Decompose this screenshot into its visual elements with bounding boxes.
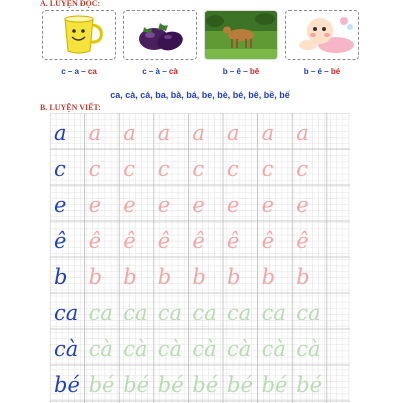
handwriting-grid <box>50 113 350 403</box>
trace-letter: ca <box>227 301 252 325</box>
word-result: bê <box>249 67 260 76</box>
model-letter: bé <box>54 373 80 397</box>
trace-letter: ê <box>296 229 309 253</box>
word-spelling: c – à – <box>142 67 169 76</box>
trace-letter: b <box>261 265 276 289</box>
model-letter: e <box>54 193 67 217</box>
trace-letter: c <box>261 157 274 181</box>
word-spelling: b – é – <box>303 67 331 76</box>
cup-icon <box>43 11 115 59</box>
trace-letter: cà <box>296 337 321 361</box>
trace-letter: ca <box>261 301 286 325</box>
word-result: cà <box>168 67 178 76</box>
trace-letter: cà <box>123 337 148 361</box>
trace-letter: b <box>192 265 206 289</box>
word-result: ca <box>87 67 97 76</box>
trace-letter: e <box>157 193 171 217</box>
trace-letter: a <box>227 121 240 145</box>
trace-letter: cà <box>261 337 286 361</box>
word-ca <box>42 67 116 76</box>
trace-letter: bé <box>296 373 323 397</box>
trace-letter: e <box>123 193 136 217</box>
trace-letter: ê <box>192 229 205 253</box>
model-letter: ca <box>54 301 79 325</box>
trace-letter: a <box>123 121 136 145</box>
trace-letter: c <box>296 157 308 181</box>
word-spelling: b – ê – <box>222 67 250 76</box>
trace-letter: bé <box>88 373 115 397</box>
trace-letter: bé <box>123 373 150 397</box>
trace-letter: ê <box>227 229 240 253</box>
trace-letter: ca <box>157 301 183 325</box>
trace-letter: a <box>296 121 309 145</box>
trace-letter: b <box>227 265 241 289</box>
calf-icon <box>205 11 277 59</box>
trace-letter: c <box>192 157 205 181</box>
trace-letter: b <box>296 265 310 289</box>
trace-letter: ca <box>296 301 321 325</box>
trace-letter: c <box>123 157 135 181</box>
model-letter: b <box>54 265 68 289</box>
model-letter: cà <box>54 337 79 361</box>
trace-letter: ê <box>123 229 136 253</box>
card-eggplant <box>123 10 197 60</box>
trace-letter: e <box>261 193 275 217</box>
trace-letter: bé <box>227 373 253 397</box>
baby-icon <box>286 11 358 59</box>
trace-letter: bé <box>192 373 219 397</box>
trace-letter: a <box>88 121 102 145</box>
section-b-title: B. LUYỆN VIẾT: <box>40 103 101 112</box>
trace-letter: e <box>88 193 102 217</box>
trace-letter: cà <box>192 337 217 361</box>
trace-letter: a <box>157 121 171 145</box>
section-a-title: A. LUYỆN ĐỌC: <box>40 0 101 8</box>
trace-letter: c <box>227 157 239 181</box>
word-ca-grave <box>123 67 197 76</box>
word-be-circ <box>204 67 278 76</box>
trace-letter: ê <box>261 229 275 253</box>
model-letter: ê <box>54 229 67 253</box>
trace-letter: e <box>227 193 240 217</box>
trace-letter: bé <box>261 373 288 397</box>
card-baby <box>285 10 359 60</box>
trace-letter: ca <box>88 301 113 325</box>
trace-letter: ca <box>123 301 148 325</box>
trace-letter: bé <box>157 373 184 397</box>
trace-letter: ca <box>192 301 217 325</box>
word-be-acute <box>285 67 359 76</box>
trace-letter: e <box>296 193 309 217</box>
trace-letter: c <box>157 157 170 181</box>
eggplant-icon <box>124 11 196 59</box>
word-result: bé <box>330 67 341 76</box>
trace-letter: ê <box>157 229 171 253</box>
trace-letter: cà <box>157 337 183 361</box>
card-calf <box>204 10 278 60</box>
word-spelling: c – a – <box>61 67 88 76</box>
trace-letter: c <box>88 157 101 181</box>
trace-letter: e <box>192 193 205 217</box>
card-cup <box>42 10 116 60</box>
trace-letter: b <box>123 265 137 289</box>
trace-letter: b <box>88 265 103 289</box>
model-letter: c <box>54 157 66 181</box>
trace-letter: ê <box>88 229 102 253</box>
trace-letter: a <box>261 121 275 145</box>
trace-letter: cà <box>227 337 252 361</box>
trace-letter: b <box>157 265 172 289</box>
trace-letter: a <box>192 121 205 145</box>
syllable-list: ca, cà, cá, ba, bà, bá, be, bè, bé, bê, bề, bế <box>110 90 290 100</box>
trace-letter: cà <box>88 337 113 361</box>
model-letter: a <box>54 121 67 145</box>
